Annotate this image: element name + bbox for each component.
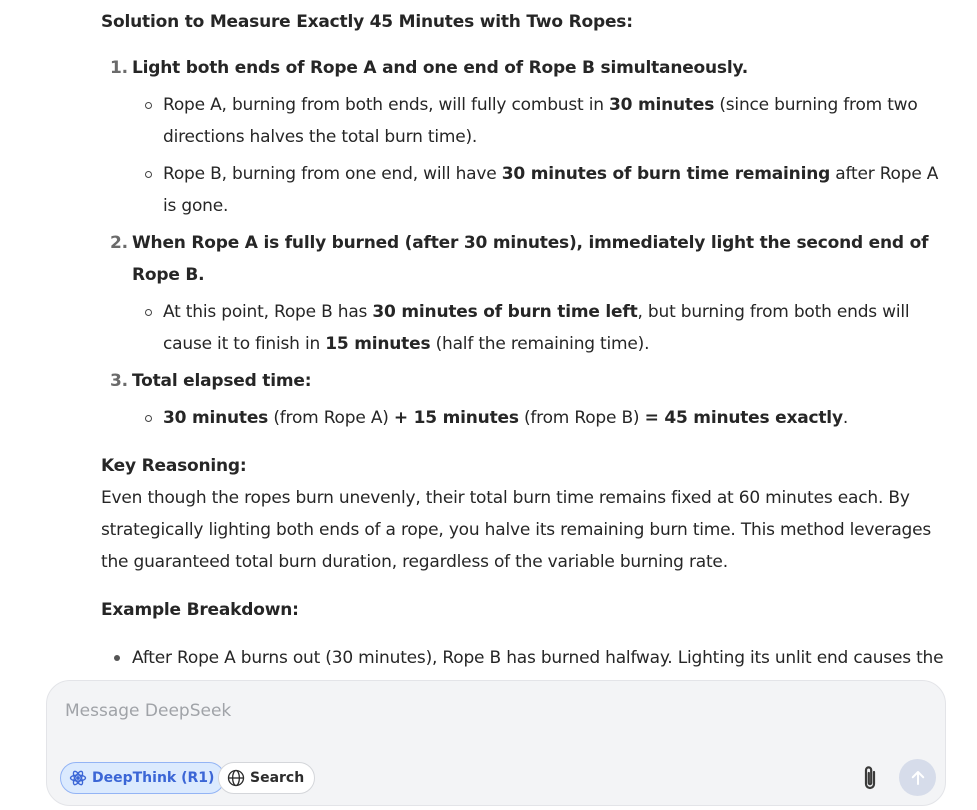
arrow-up-icon bbox=[909, 769, 927, 787]
answer-heading: Solution to Measure Exactly 45 Minutes with Two Ropes: bbox=[101, 12, 633, 32]
step-point bbox=[163, 402, 951, 434]
point-text: (half the remaining time). bbox=[430, 334, 650, 354]
point-emphasis: 15 minutes bbox=[325, 334, 431, 354]
step-points bbox=[132, 296, 951, 360]
point-emphasis: = 45 minutes exactly bbox=[644, 408, 843, 428]
attach-button[interactable] bbox=[855, 761, 885, 795]
key-reasoning-text: Even though the ropes burn unevenly, their total burn time remains fixed at 60 minutes each. By strategically lighting both ends of a rope, you halve its remaining burn time. This method leverages the guaranteed total burn duration, regardless of the variable burning rate. bbox=[101, 488, 932, 572]
step-point bbox=[163, 89, 951, 153]
deepthink-toggle[interactable] bbox=[60, 762, 225, 794]
example-title: Example Breakdown: bbox=[101, 600, 299, 620]
point-text: (since burning from two directions halves the total burn time). bbox=[163, 95, 918, 147]
steps-list bbox=[101, 52, 951, 434]
search-label: Search bbox=[250, 770, 305, 786]
point-emphasis: + 15 minutes bbox=[393, 408, 519, 428]
step-item bbox=[132, 52, 951, 222]
message-composer bbox=[46, 680, 946, 806]
message-input[interactable] bbox=[63, 695, 827, 727]
point-emphasis: 30 minutes bbox=[163, 408, 269, 428]
point-text: At this point, Rope B has bbox=[163, 302, 373, 322]
step-item bbox=[132, 365, 951, 434]
key-reasoning-section bbox=[101, 450, 951, 578]
step-point bbox=[163, 158, 951, 222]
bullet-text: After Rope A burns out (30 minutes), Rope B has burned halfway. Lighting its unlit end causes the bbox=[132, 648, 944, 668]
point-text: . bbox=[842, 408, 849, 428]
step-points bbox=[132, 89, 951, 222]
step-item bbox=[132, 227, 951, 360]
step-title: Total elapsed time: bbox=[132, 371, 312, 391]
send-button[interactable] bbox=[899, 759, 936, 796]
search-toggle[interactable] bbox=[218, 762, 315, 794]
globe-icon bbox=[227, 769, 245, 787]
step-points bbox=[132, 402, 951, 434]
paperclip-icon bbox=[859, 764, 881, 792]
step-point bbox=[163, 296, 951, 360]
point-emphasis: 30 minutes of burn time remaining bbox=[501, 164, 831, 184]
point-text: Rope B, burning from one end, will have bbox=[163, 164, 502, 184]
assistant-message bbox=[101, 6, 951, 706]
point-text: (from Rope A) bbox=[268, 408, 394, 428]
point-emphasis: 30 minutes of burn time left bbox=[372, 302, 638, 322]
deepthink-label: DeepThink (R1) bbox=[92, 770, 215, 786]
point-text: Rope A, burning from both ends, will fully combust in bbox=[163, 95, 610, 115]
step-title: Light both ends of Rope A and one end of Rope B simultaneously. bbox=[132, 58, 749, 78]
atom-icon bbox=[69, 769, 87, 787]
point-text: after Rope A is gone. bbox=[163, 164, 939, 216]
key-reasoning-title: Key Reasoning: bbox=[101, 456, 247, 476]
point-text: , but burning from both ends will cause it to finish in bbox=[163, 302, 910, 354]
point-text: (from Rope B) bbox=[518, 408, 645, 428]
point-emphasis: 30 minutes bbox=[609, 95, 715, 115]
step-title: When Rope A is fully burned (after 30 minutes), immediately light the second end of Rope B. bbox=[132, 233, 929, 285]
